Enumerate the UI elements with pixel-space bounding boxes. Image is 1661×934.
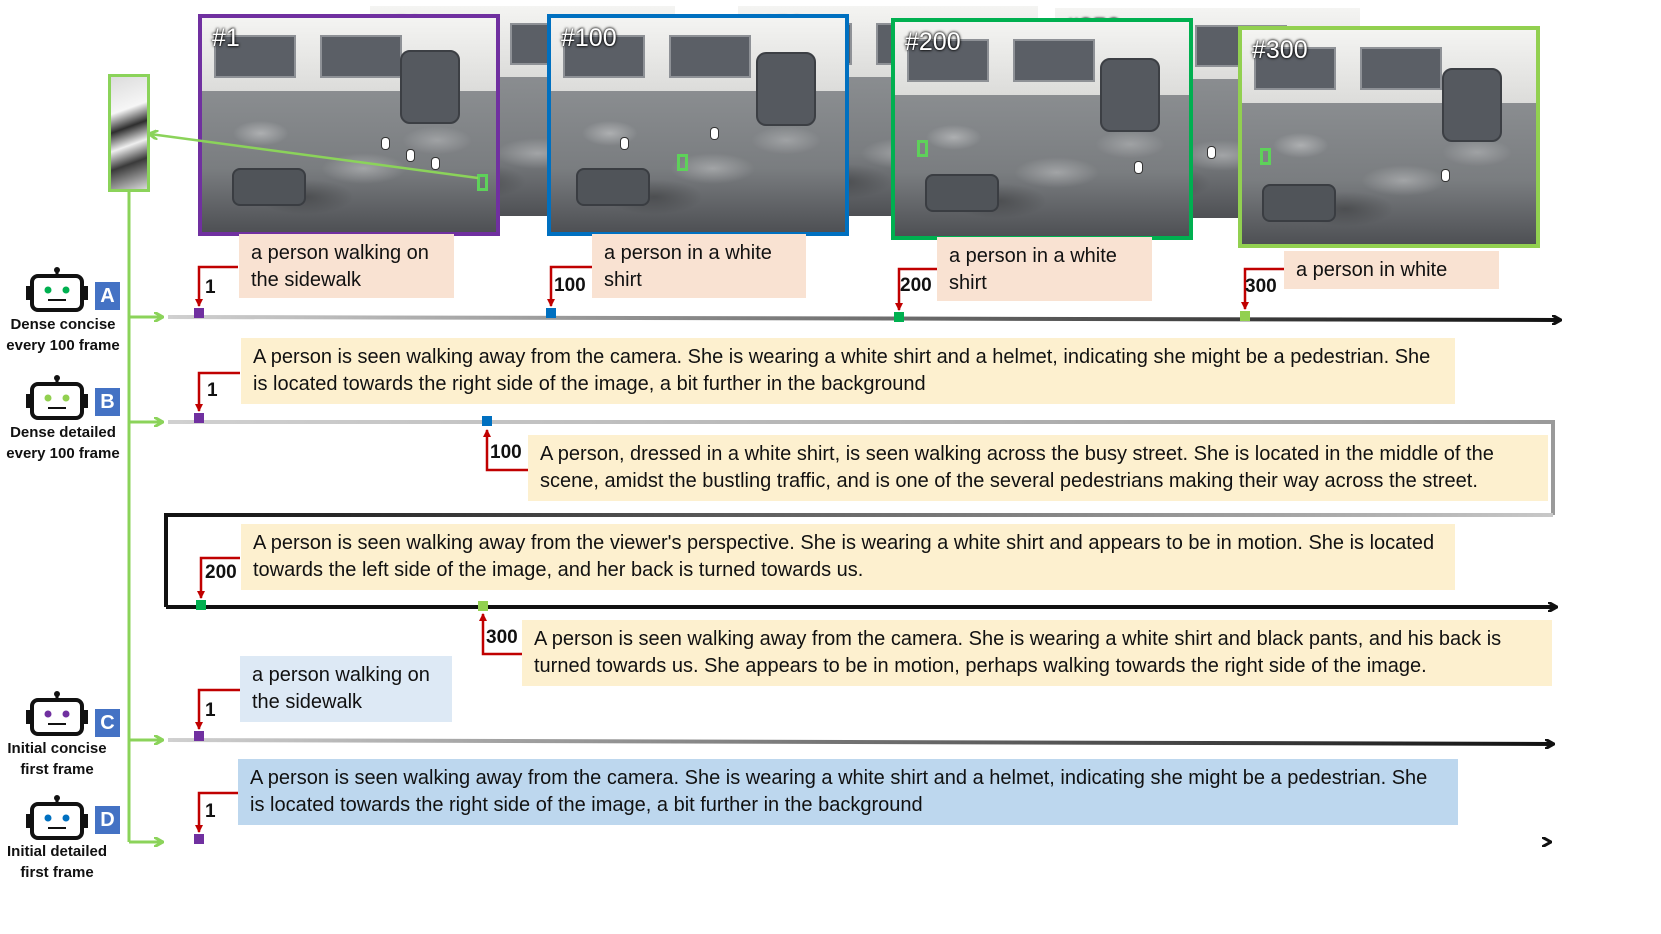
timeline-c	[168, 740, 1553, 744]
frame-index-a-100: 100	[554, 275, 586, 296]
timeline-a	[168, 317, 1560, 320]
frame-label: #200	[905, 28, 961, 56]
marker-c-1	[194, 731, 204, 741]
caption-a-300: a person in white	[1284, 251, 1499, 289]
marker-a-300	[1240, 311, 1250, 321]
frame-index-c-1: 1	[205, 700, 216, 721]
marker-a-200	[894, 312, 904, 322]
marker-b-300	[478, 601, 488, 611]
frame-index-d-1: 1	[205, 801, 216, 822]
caption-b-1: A person is seen walking away from the camera. She is wearing a white shirt and a helmet, indicating she might be a pedestrian. She is located towards the right side of the image, a bit further in the background	[241, 338, 1455, 404]
marker-a-100	[546, 308, 556, 318]
frame-index-b-1: 1	[207, 380, 218, 401]
caption-a-1: a person walking on the sidewalk	[239, 234, 454, 298]
frame-index-b-300: 300	[486, 627, 518, 648]
row-label-b	[0, 422, 126, 464]
caption-d-1: A person is seen walking away from the camera. She is wearing a white shirt and a helmet, indicating she might be a pedestrian. She is located towards the right side of the image, a bit further in the background	[238, 759, 1458, 825]
row-label-line2: first frame	[20, 864, 94, 881]
frame-index-b-100: 100	[490, 442, 522, 463]
crop-pointer-line	[150, 134, 478, 178]
frame-label: #300	[1252, 36, 1308, 64]
row-label-c	[0, 738, 120, 780]
marker-a-1	[194, 308, 204, 318]
frame-label: #100	[561, 24, 617, 52]
frame-index-a-300: 300	[1245, 276, 1277, 297]
robot-icon-c	[26, 691, 88, 734]
marker-b-1	[194, 413, 204, 423]
row-label-line1: Dense concise	[10, 316, 116, 333]
frame-index-a-200: 200	[900, 275, 932, 296]
robot-icon-b	[26, 375, 88, 418]
frame-index-a-1: 1	[205, 277, 216, 298]
caption-b-100: A person, dressed in a white shirt, is seen walking across the busy street. She is located in the middle of the scene, amidst the bustling traffic, and is one of the several pedestrians making their way across the street.	[528, 435, 1548, 501]
row-label-line2: first frame	[20, 761, 94, 778]
row-label-a	[0, 314, 126, 356]
frame-index-b-200: 200	[205, 562, 237, 583]
row-label-line1: Dense detailed	[10, 424, 116, 441]
caption-b-200: A person is seen walking away from the viewer's perspective. She is wearing a white shirt and appears to be in motion. She is located towards the left side of the image, and her back is turned towards us.	[241, 524, 1455, 590]
pointer-b-1	[199, 373, 240, 411]
row-badge-a: A	[95, 282, 120, 310]
frame-label: #1	[212, 24, 240, 52]
row-label-line1: Initial detailed	[6, 843, 108, 860]
caption-b-300: A person is seen walking away from the camera. She is wearing a white shirt and black pants, and his back is turned towards us. She appears to be in motion, perhaps walking towards the right side of the image.	[522, 620, 1552, 686]
row-label-line2: every 100 frame	[6, 337, 120, 354]
row-badge-c: C	[95, 709, 120, 737]
marker-b-200	[196, 600, 206, 610]
robot-icon-a	[26, 267, 88, 310]
caption-c-1: a person walking on the sidewalk	[240, 656, 452, 722]
robot-icon-d	[26, 795, 88, 838]
caption-a-200: a person in a white shirt	[937, 237, 1152, 301]
row-label-d	[0, 841, 120, 883]
caption-a-100: a person in a white shirt	[592, 234, 806, 298]
row-badge-b: B	[95, 388, 120, 416]
row-badge-d: D	[95, 806, 120, 834]
row-label-line1: Initial concise	[7, 740, 107, 757]
marker-b-100	[482, 416, 492, 426]
row-label-line2: every 100 frame	[6, 445, 120, 462]
marker-d-1	[194, 834, 204, 844]
